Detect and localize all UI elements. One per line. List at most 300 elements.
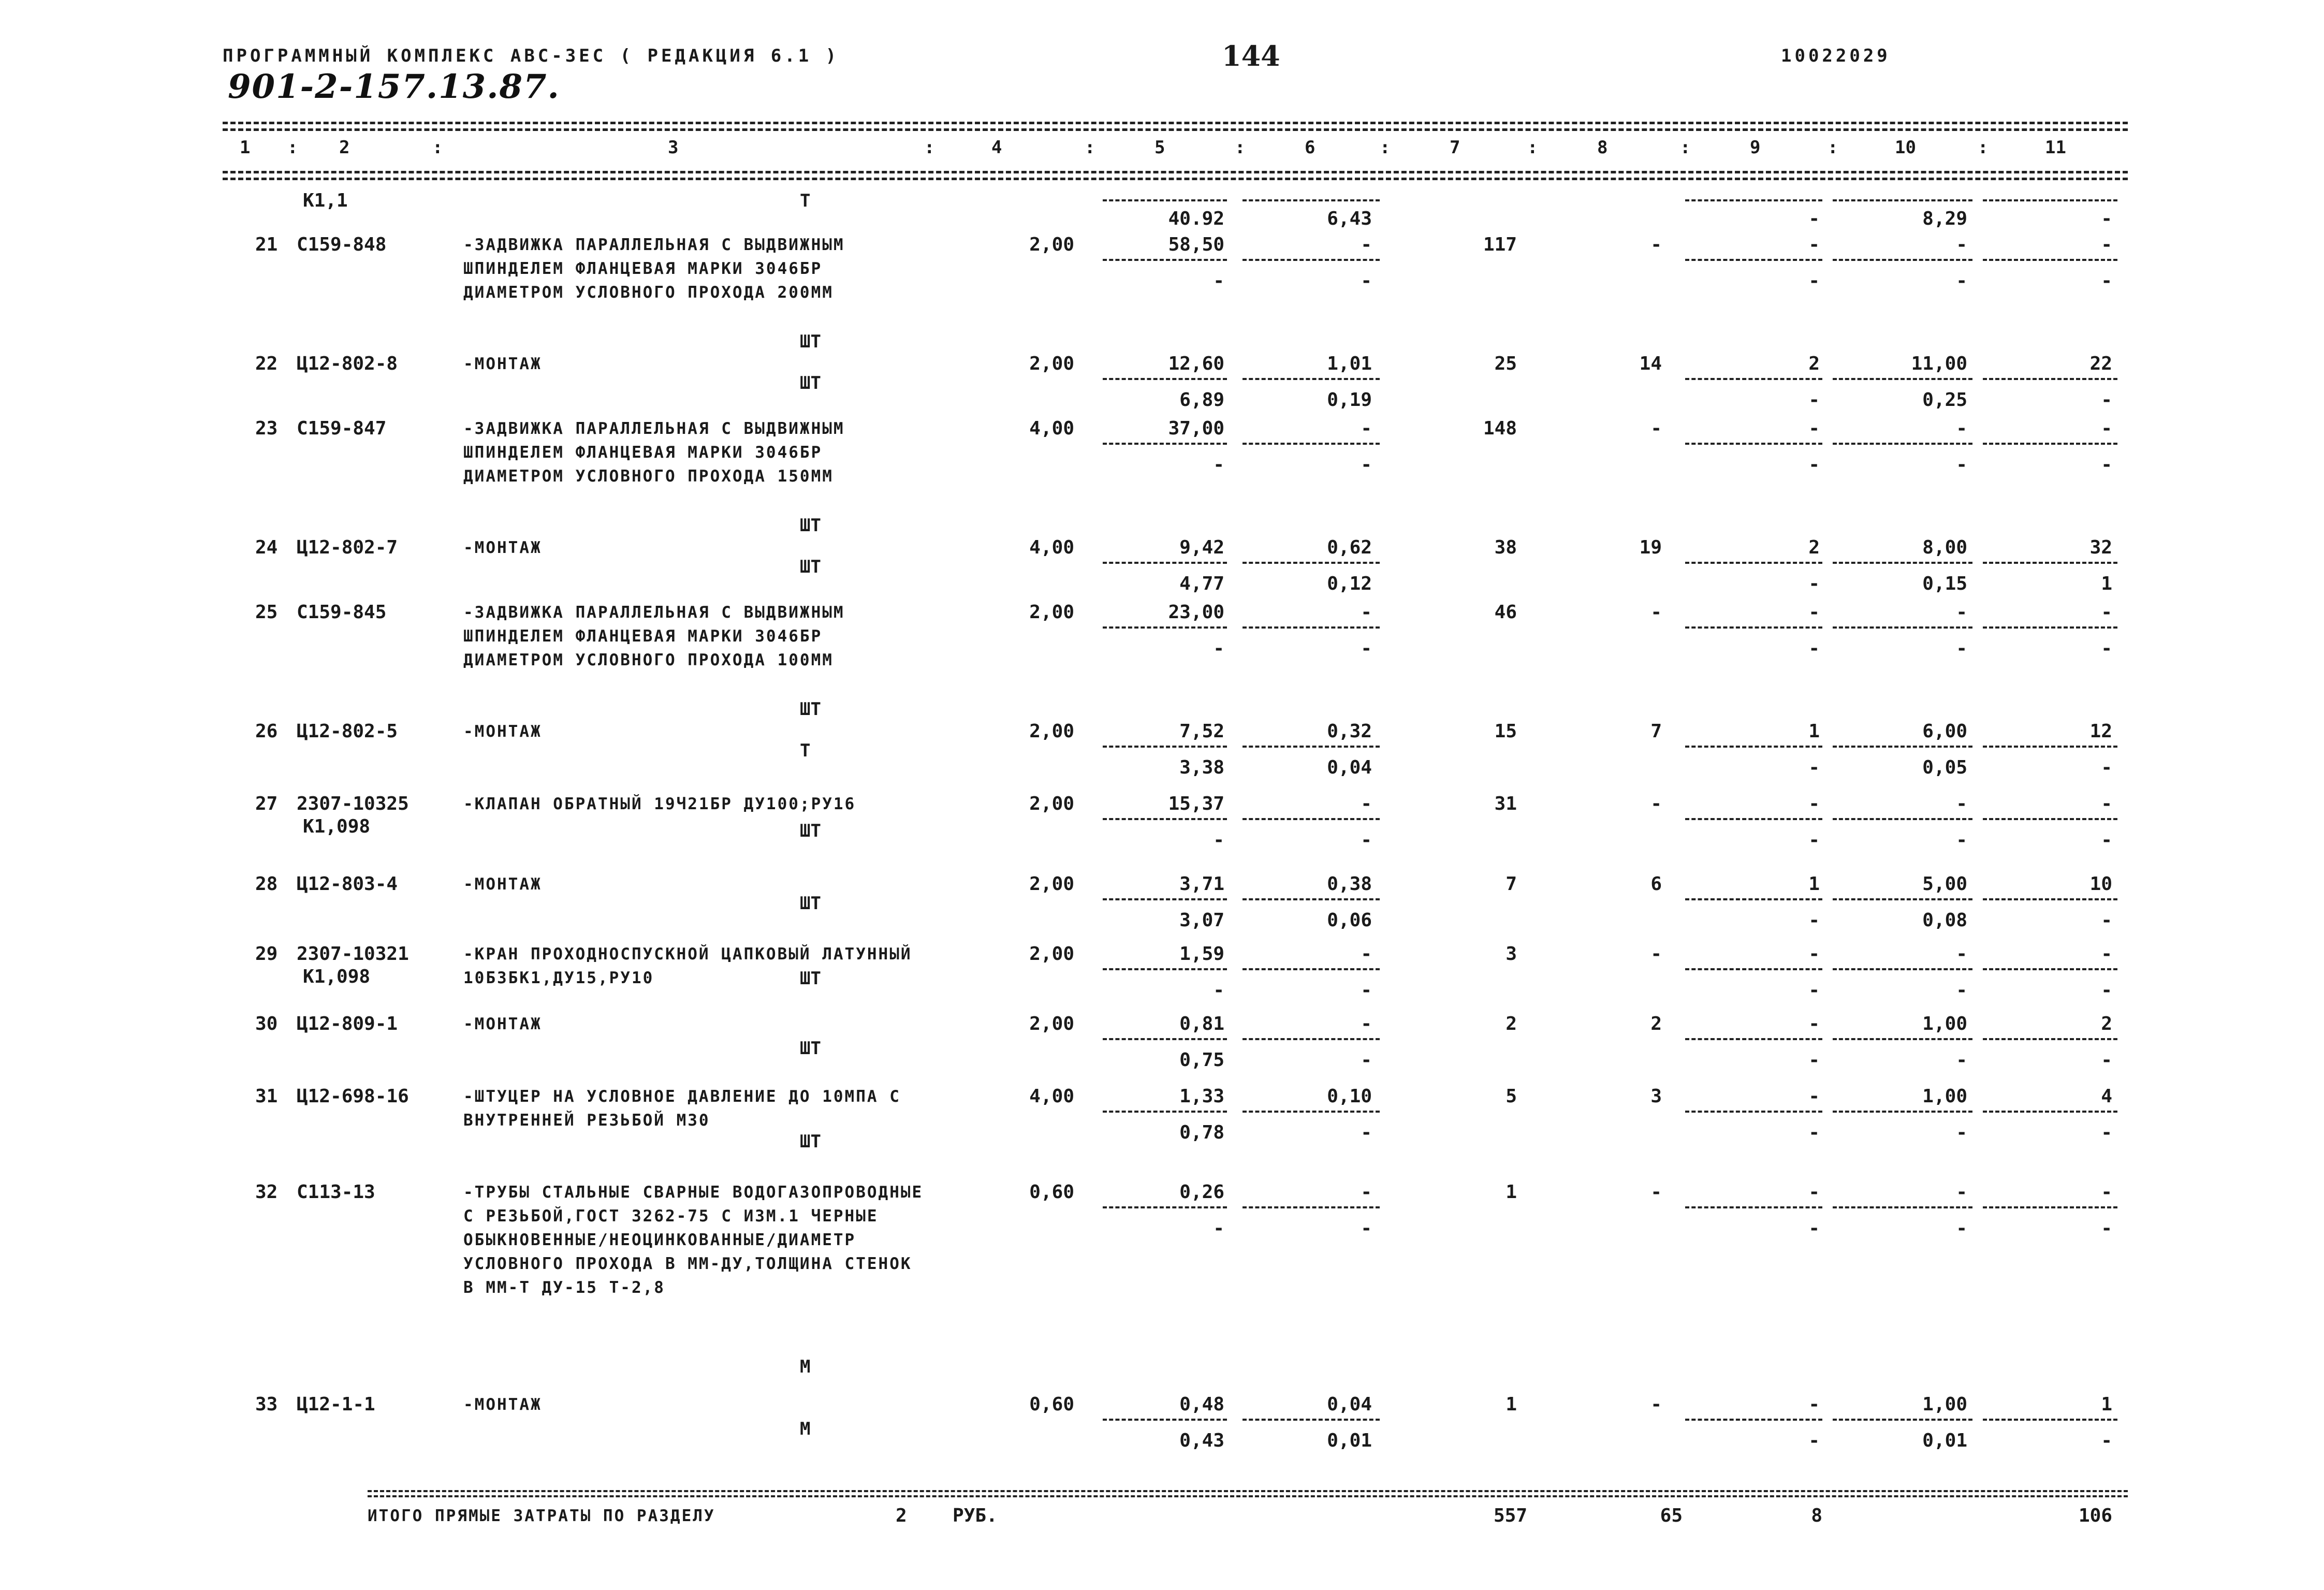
row-rule (1983, 818, 2117, 820)
row-sub-col5: - (1213, 454, 1224, 475)
row-description: -ШТУЦЕР НА УСЛОВНОЕ ДАВЛЕНИЕ ДО 10МПА С ВНУТРЕННЕЙ РЕЗЬБОЙ М30 (463, 1087, 901, 1130)
col-7: 7 (1450, 137, 1460, 158)
row-rule (1983, 626, 2117, 629)
row-sub-col10: - (1956, 1218, 1967, 1239)
row-col5: 37,00 (1168, 418, 1224, 439)
row-col10: - (1956, 1181, 1967, 1203)
row-sub-col11: - (2101, 1430, 2112, 1451)
row-rule (1983, 1206, 2117, 1208)
row-rule (1243, 443, 1380, 445)
row-rule (1685, 562, 1822, 564)
row-sub-col10: - (1956, 1122, 1967, 1143)
row-rule (1833, 626, 1972, 629)
col-sep: : (1527, 137, 1538, 158)
col-sep: : (287, 137, 298, 158)
row-rule (1983, 746, 2117, 748)
row-sub-col6: 0,12 (1327, 573, 1372, 594)
row-col10: - (1956, 418, 1967, 439)
col-10: 10 (1895, 137, 1916, 158)
row-col9: - (1808, 1181, 1820, 1203)
row-col11: 22 (2089, 353, 2112, 374)
row-sub-col5: 4,77 (1179, 573, 1224, 594)
row-rule (1833, 1419, 1972, 1421)
row-sub-col10: - (1956, 829, 1967, 851)
row-col5: 1,33 (1179, 1086, 1224, 1107)
row-rule (1983, 199, 2117, 201)
row-number: 28 (255, 873, 278, 895)
header-bottom-rule (223, 171, 2128, 173)
row-rule (1983, 562, 2117, 564)
row-sub-col9: - (1808, 1049, 1820, 1071)
row-sub-col9: - (1808, 1430, 1820, 1451)
row-rule (1103, 378, 1227, 380)
row-description: -ЗАДВИЖКА ПАРАЛЛЕЛЬНАЯ С ВЫДВИЖНЫМ ШПИНДЕЛЕМ ФЛАНЦЕВАЯ МАРКИ 3046БР ДИАМЕТРОМ УСЛОВНОГО ПРОХОДА 150ММ (463, 419, 845, 486)
row-col11: 4 (2101, 1086, 2112, 1107)
row-unit: ШТ (800, 1131, 821, 1152)
row-rule (1103, 1206, 1227, 1208)
row-sub-col9: - (1808, 573, 1820, 594)
col-sep: : (924, 137, 935, 158)
col-6: 6 (1305, 137, 1316, 158)
row-sub-col11: - (2101, 757, 2112, 778)
row-rule (1243, 1206, 1380, 1208)
row-sub-col9: - (1808, 829, 1820, 851)
row-col5: 23,00 (1168, 602, 1224, 623)
row-sub-col11: - (2101, 1122, 2112, 1143)
row-number: 25 (255, 602, 278, 623)
row-rule (1243, 1038, 1380, 1040)
row-number: 30 (255, 1013, 278, 1034)
row-quantity: 4,00 (1029, 537, 1074, 558)
row-col9: - (1808, 602, 1820, 623)
row-sub-col10: - (1956, 638, 1967, 659)
row-col6: - (1361, 793, 1372, 814)
row-col6: - (1361, 234, 1372, 255)
row-description: -МОНТАЖ (463, 1015, 542, 1033)
row-col11: - (2101, 1181, 2112, 1203)
row-col8: - (1650, 943, 1662, 965)
row-col11: - (2101, 234, 2112, 255)
row-unit: ШТ (800, 968, 821, 989)
carry-code: К1,1 (303, 190, 348, 211)
row-sub-col5: 0,78 (1179, 1122, 1224, 1143)
row-col6: 0,04 (1327, 1394, 1372, 1415)
row-sub-col5: - (1213, 980, 1224, 1001)
row-rule (1685, 968, 1822, 970)
col-1: 1 (240, 137, 251, 158)
row-unit: М (800, 1419, 811, 1439)
col-sep: : (1235, 137, 1246, 158)
col-3: 3 (668, 137, 679, 158)
row-top-col6: 6,43 (1327, 208, 1372, 229)
row-description: -КЛАПАН ОБРАТНЫЙ 19Ч21БР ДУ100;РУ16 (463, 795, 856, 813)
total-col11: 106 (2078, 1505, 2112, 1526)
row-sub-col11: - (2101, 910, 2112, 931)
row-rule (1243, 259, 1380, 261)
row-col6: - (1361, 418, 1372, 439)
row-sub-col6: 0,01 (1327, 1430, 1372, 1451)
row-code: Ц12-803-4 (297, 873, 398, 895)
row-rule (1243, 746, 1380, 748)
col-9: 9 (1750, 137, 1761, 158)
row-sub-col6: - (1361, 1218, 1372, 1239)
row-rule (1983, 968, 2117, 970)
row-col6: 1,01 (1327, 353, 1372, 374)
page-number: 144 (1222, 39, 1280, 72)
row-unit: Т (800, 740, 811, 761)
row-sub-col6: 0,04 (1327, 757, 1372, 778)
row-sub-col6: - (1361, 1122, 1372, 1143)
row-rule (1833, 378, 1972, 380)
row-sub-col6: - (1361, 454, 1372, 475)
row-unit: ШТ (800, 1038, 821, 1059)
row-sub-col10: 0,01 (1922, 1430, 1967, 1451)
handwritten-project-number: 901-2-157.13.87. (228, 67, 560, 106)
row-code: С159-845 (297, 602, 387, 623)
total-label: ИТОГО ПРЯМЫЕ ЗАТРАТЫ ПО РАЗДЕЛУ (368, 1507, 715, 1525)
row-sub-col5: 0,75 (1179, 1049, 1224, 1071)
row-sub-col11: 1 (2101, 573, 2112, 594)
row-col5: 12,60 (1168, 353, 1224, 374)
row-rule (1833, 968, 1972, 970)
row-col8: 2 (1650, 1013, 1662, 1034)
row-sub-col6: 0,19 (1327, 389, 1372, 411)
row-col7: 3 (1506, 943, 1517, 965)
row-code-coefficient: К1,098 (303, 816, 371, 837)
row-rule (1103, 968, 1227, 970)
row-number: 29 (255, 943, 278, 965)
row-description: -МОНТАЖ (463, 538, 542, 557)
row-col8: 3 (1650, 1086, 1662, 1107)
col-sep: : (1978, 137, 1989, 158)
row-rule (1983, 898, 2117, 900)
row-col7: 1 (1506, 1181, 1517, 1203)
row-rule (1833, 1038, 1972, 1040)
row-col11: 1 (2101, 1394, 2112, 1415)
row-col7: 117 (1483, 234, 1517, 255)
row-rule (1103, 626, 1227, 629)
row-description: -МОНТАЖ (463, 355, 542, 373)
row-col7: 2 (1506, 1013, 1517, 1034)
row-col6: - (1361, 943, 1372, 965)
row-col5: 15,37 (1168, 793, 1224, 814)
row-rule (1685, 818, 1822, 820)
row-col6: 0,62 (1327, 537, 1372, 558)
row-rule (1685, 1038, 1822, 1040)
header-top-rule-2 (223, 128, 2128, 131)
header-top-rule (223, 122, 2128, 124)
row-col10: - (1956, 602, 1967, 623)
row-col11: - (2101, 602, 2112, 623)
row-unit: ШТ (800, 331, 821, 352)
row-sub-col5: - (1213, 1218, 1224, 1239)
row-col6: 0,10 (1327, 1086, 1372, 1107)
carry-unit: Т (800, 191, 811, 211)
row-number: 23 (255, 418, 278, 439)
row-sub-col11: - (2101, 638, 2112, 659)
total-currency: РУБ. (953, 1505, 998, 1526)
row-sub-col10: - (1956, 270, 1967, 291)
row-rule (1983, 1111, 2117, 1113)
total-section: 2 (896, 1505, 907, 1526)
row-code: С113-13 (297, 1181, 375, 1203)
row-number: 24 (255, 537, 278, 558)
row-code-coefficient: К1,098 (303, 966, 371, 987)
row-rule (1243, 898, 1380, 900)
row-sub-col6: - (1361, 1049, 1372, 1071)
row-col5: 58,50 (1168, 234, 1224, 255)
row-number: 33 (255, 1394, 278, 1415)
row-code: Ц12-809-1 (297, 1013, 398, 1034)
row-description: -МОНТАЖ (463, 1395, 542, 1414)
row-col9: - (1808, 1013, 1820, 1034)
row-sub-col5: - (1213, 829, 1224, 851)
row-rule (1103, 259, 1227, 261)
row-col10: 1,00 (1922, 1013, 1967, 1034)
row-rule (1685, 259, 1822, 261)
row-sub-col9: - (1808, 638, 1820, 659)
row-rule (1833, 1111, 1972, 1113)
row-rule (1103, 562, 1227, 564)
row-col11: - (2101, 943, 2112, 965)
row-col9: 1 (1808, 721, 1820, 742)
row-col8: - (1650, 418, 1662, 439)
row-number: 26 (255, 721, 278, 742)
header-bottom-rule-2 (223, 178, 2128, 180)
row-description: -ЗАДВИЖКА ПАРАЛЛЕЛЬНАЯ С ВЫДВИЖНЫМ ШПИНДЕЛЕМ ФЛАНЦЕВАЯ МАРКИ 3046БР ДИАМЕТРОМ УСЛОВНОГО ПРОХОДА 100ММ (463, 603, 845, 669)
row-quantity: 2,00 (1029, 943, 1074, 965)
row-rule (1833, 746, 1972, 748)
row-col11: - (2101, 793, 2112, 814)
row-code: С159-847 (297, 418, 387, 439)
row-quantity: 4,00 (1029, 1086, 1074, 1107)
row-code: 2307-10321 (297, 943, 409, 965)
row-code: Ц12-1-1 (297, 1394, 375, 1415)
row-sub-col9: - (1808, 910, 1820, 931)
row-sub-col5: - (1213, 270, 1224, 291)
row-number: 27 (255, 793, 278, 814)
row-rule (1685, 1111, 1822, 1113)
row-rule (1243, 378, 1380, 380)
col-sep: : (432, 137, 443, 158)
row-rule (1685, 626, 1822, 629)
row-rule (1833, 818, 1972, 820)
row-description: -КРАН ПРОХОДНОСПУСКНОЙ ЦАПКОВЫЙ ЛАТУННЫЙ 10Б3БК1,ДУ15,РУ10 (463, 945, 912, 987)
row-rule (1983, 443, 2117, 445)
row-rule (1833, 1206, 1972, 1208)
row-col7: 148 (1483, 418, 1517, 439)
row-rule (1103, 818, 1227, 820)
row-description: -МОНТАЖ (463, 875, 542, 894)
row-top-col5: 40.92 (1168, 208, 1224, 229)
document-code: 10022029 (1781, 46, 1891, 66)
row-rule (1243, 818, 1380, 820)
row-col10: 8,00 (1922, 537, 1967, 558)
row-unit: ШТ (800, 557, 821, 577)
row-sub-col9: - (1808, 454, 1820, 475)
row-col8: - (1650, 793, 1662, 814)
row-sub-col11: - (2101, 389, 2112, 411)
row-col8: 6 (1650, 873, 1662, 895)
row-col9: - (1808, 793, 1820, 814)
row-col10: - (1956, 943, 1967, 965)
row-col9: - (1808, 1394, 1820, 1415)
row-quantity: 2,00 (1029, 234, 1074, 255)
col-sep: : (1085, 137, 1095, 158)
row-col10: 11,00 (1911, 353, 1967, 374)
row-col9: - (1808, 943, 1820, 965)
row-col6: 0,32 (1327, 721, 1372, 742)
row-col7: 15 (1494, 721, 1517, 742)
row-sub-col9: - (1808, 980, 1820, 1001)
row-col7: 5 (1506, 1086, 1517, 1107)
row-col6: - (1361, 1013, 1372, 1034)
row-quantity: 2,00 (1029, 873, 1074, 895)
row-number: 32 (255, 1181, 278, 1203)
row-sub-col5: 3,07 (1179, 910, 1224, 931)
row-col7: 31 (1494, 793, 1517, 814)
row-col5: 0,48 (1179, 1394, 1224, 1415)
row-rule (1103, 746, 1227, 748)
row-code: С159-848 (297, 234, 387, 255)
row-col9: - (1808, 418, 1820, 439)
row-number: 31 (255, 1086, 278, 1107)
row-rule (1243, 968, 1380, 970)
row-quantity: 2,00 (1029, 602, 1074, 623)
row-col11: 32 (2089, 537, 2112, 558)
row-col10: - (1956, 793, 1967, 814)
row-sub-col6: - (1361, 829, 1372, 851)
row-top-col11: - (2101, 208, 2112, 229)
row-rule (1833, 259, 1972, 261)
row-col5: 0,81 (1179, 1013, 1224, 1034)
row-rule (1685, 1419, 1822, 1421)
row-rule (1833, 898, 1972, 900)
row-sub-col5: - (1213, 638, 1224, 659)
row-col8: - (1650, 602, 1662, 623)
row-rule (1983, 378, 2117, 380)
row-sub-col10: - (1956, 1049, 1967, 1071)
row-rule (1103, 1111, 1227, 1113)
row-rule (1243, 626, 1380, 629)
col-4: 4 (991, 137, 1002, 158)
row-col5: 9,42 (1179, 537, 1224, 558)
row-quantity: 4,00 (1029, 418, 1074, 439)
row-sub-col5: 3,38 (1179, 757, 1224, 778)
row-col9: - (1808, 1086, 1820, 1107)
row-code: Ц12-802-5 (297, 721, 398, 742)
row-sub-col10: 0,05 (1922, 757, 1967, 778)
row-col10: 1,00 (1922, 1394, 1967, 1415)
row-quantity: 2,00 (1029, 1013, 1074, 1034)
row-col5: 1,59 (1179, 943, 1224, 965)
row-col8: - (1650, 1181, 1662, 1203)
row-sub-col6: - (1361, 638, 1372, 659)
row-quantity: 0,60 (1029, 1394, 1074, 1415)
row-col6: 0,38 (1327, 873, 1372, 895)
row-col11: - (2101, 418, 2112, 439)
row-code: Ц12-802-7 (297, 537, 398, 558)
row-rule (1685, 898, 1822, 900)
row-code: Ц12-698-16 (297, 1086, 409, 1107)
row-col8: - (1650, 234, 1662, 255)
row-sub-col6: - (1361, 270, 1372, 291)
row-sub-col11: - (2101, 1218, 2112, 1239)
row-col9: - (1808, 234, 1820, 255)
row-rule (1103, 443, 1227, 445)
row-col7: 46 (1494, 602, 1517, 623)
row-unit: ШТ (800, 699, 821, 720)
row-col10: 5,00 (1922, 873, 1967, 895)
row-rule (1103, 1419, 1227, 1421)
row-rule (1103, 1038, 1227, 1040)
row-rule (1685, 378, 1822, 380)
row-number: 21 (255, 234, 278, 255)
row-top-col10: 8,29 (1922, 208, 1967, 229)
row-rule (1983, 259, 2117, 261)
row-col10: 1,00 (1922, 1086, 1967, 1107)
row-col7: 25 (1494, 353, 1517, 374)
row-code: 2307-10325 (297, 793, 409, 814)
row-unit: М (800, 1356, 811, 1377)
row-col11: 12 (2089, 721, 2112, 742)
row-col6: - (1361, 1181, 1372, 1203)
col-8: 8 (1597, 137, 1608, 158)
row-col7: 7 (1506, 873, 1517, 895)
row-sub-col9: - (1808, 270, 1820, 291)
row-sub-col9: - (1808, 1218, 1820, 1239)
row-rule (1243, 199, 1380, 201)
row-col10: 6,00 (1922, 721, 1967, 742)
row-sub-col5: 6,89 (1179, 389, 1224, 411)
row-quantity: 0,60 (1029, 1181, 1074, 1203)
col-11: 11 (2045, 137, 2066, 158)
row-sub-col9: - (1808, 1122, 1820, 1143)
total-col9: 8 (1811, 1505, 1822, 1526)
row-sub-col10: 0,25 (1922, 389, 1967, 411)
row-sub-col9: - (1808, 757, 1820, 778)
row-unit: ШТ (800, 515, 821, 536)
row-sub-col11: - (2101, 270, 2112, 291)
row-description: -ЗАДВИЖКА ПАРАЛЛЕЛЬНАЯ С ВЫДВИЖНЫМ ШПИНДЕЛЕМ ФЛАНЦЕВАЯ МАРКИ 3046БР ДИАМЕТРОМ УСЛОВНОГО ПРОХОДА 200ММ (463, 236, 845, 302)
row-rule (1685, 746, 1822, 748)
row-sub-col11: - (2101, 454, 2112, 475)
col-sep: : (1680, 137, 1691, 158)
row-top-col9: - (1808, 208, 1820, 229)
row-unit: ШТ (800, 373, 821, 393)
row-col5: 7,52 (1179, 721, 1224, 742)
row-rule (1243, 1111, 1380, 1113)
row-col11: 10 (2089, 873, 2112, 895)
row-col11: 2 (2101, 1013, 2112, 1034)
row-sub-col11: - (2101, 1049, 2112, 1071)
total-rule-2 (368, 1495, 2128, 1497)
row-sub-col10: - (1956, 454, 1967, 475)
row-col10: - (1956, 234, 1967, 255)
row-quantity: 2,00 (1029, 721, 1074, 742)
total-rule (368, 1490, 2128, 1492)
col-sep: : (1828, 137, 1838, 158)
row-sub-col10: - (1956, 980, 1967, 1001)
program-title: ПРОГРАММНЫЙ КОМПЛЕКС АВС-ЗЕС ( РЕДАКЦИЯ 6.1 ) (223, 46, 840, 66)
row-col8: 7 (1650, 721, 1662, 742)
row-col8: 14 (1639, 353, 1662, 374)
row-rule (1685, 443, 1822, 445)
row-rule (1103, 898, 1227, 900)
row-description: -МОНТАЖ (463, 722, 542, 741)
row-sub-col10: 0,08 (1922, 910, 1967, 931)
row-col7: 1 (1506, 1394, 1517, 1415)
